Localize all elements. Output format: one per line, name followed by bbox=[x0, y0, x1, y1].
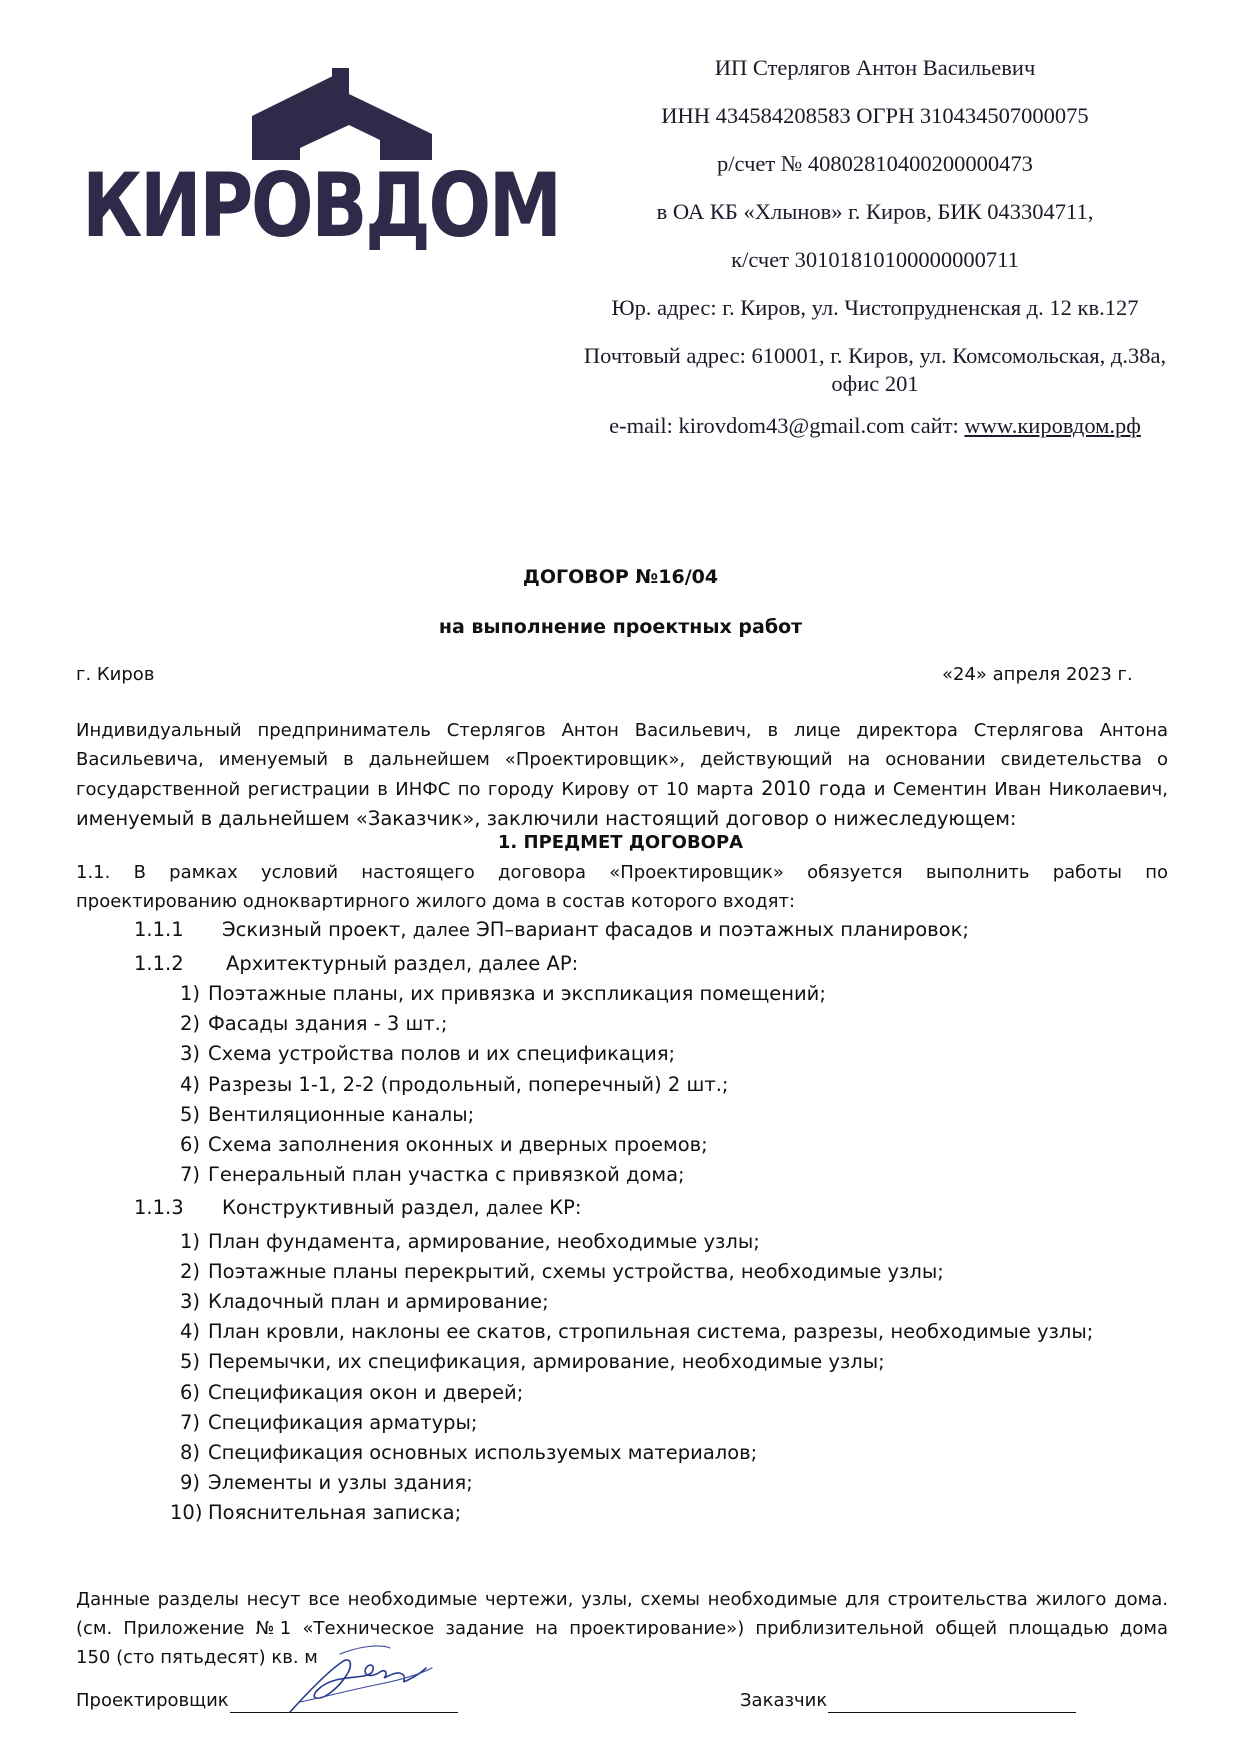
contract-date: «24» апреля 2023 г. bbox=[942, 664, 1133, 685]
company-logo bbox=[82, 68, 560, 268]
ar-item-text: Схема устройства полов и их спецификация; bbox=[208, 1042, 676, 1066]
clause-1-1-line-2: проектированию одноквартирного жилого дома в состав которого входят: bbox=[76, 891, 796, 912]
subclause-1-1-1-text: Эскизный проект, далее ЭП–вариант фасадов и поэтажных планировок; bbox=[222, 918, 969, 941]
kr-item-number: 4) bbox=[180, 1320, 201, 1344]
logo-wordmark: КИРОВДОМ bbox=[82, 154, 560, 257]
inn-ogrn: ИНН 434584208583 ОГРН 310434507000075 bbox=[661, 103, 1089, 128]
ar-item-number: 1) bbox=[180, 982, 201, 1005]
section-1-heading: 1. ПРЕДМЕТ ДОГОВОРА bbox=[497, 832, 744, 853]
kr-item-text: Поэтажные планы перекрытий, схемы устройства, необходимые узлы; bbox=[208, 1260, 944, 1284]
kr-item-number: 9) bbox=[180, 1470, 201, 1494]
preamble-line-4: именуемый в дальнейшем «Заказчик», заключили настоящий договор о нижеследующем: bbox=[76, 807, 1017, 830]
ar-item-number: 7) bbox=[180, 1163, 201, 1187]
house-roof-icon bbox=[252, 68, 432, 160]
bank-name: в ОА КБ «Хлынов» г. Киров, БИК 043304711, bbox=[656, 199, 1094, 224]
customer-signature-line[interactable] bbox=[828, 1712, 1076, 1713]
ar-item-number: 5) bbox=[180, 1102, 201, 1126]
kr-item-text: Спецификация окон и дверей; bbox=[208, 1380, 524, 1404]
email-text: e-mail: kirovdom43@gmail.com сайт: bbox=[609, 413, 965, 438]
postal-address: Почтовый адрес: 610001, г. Киров, ул. Комсомольская, д.38а, офис 201 bbox=[583, 343, 1167, 396]
correspondent-account: к/счет 30101810100000000711 bbox=[731, 247, 1019, 272]
kr-item-text: Перемычки, их спецификация, армирование, необходимые узлы; bbox=[208, 1350, 885, 1374]
kr-item-text: Пояснительная записка; bbox=[208, 1500, 462, 1524]
designer-signature-label: Проектировщик bbox=[76, 1690, 229, 1711]
kr-item-number: 5) bbox=[180, 1350, 201, 1374]
subclause-1-1-2-text: Архитектурный раздел, далее АР: bbox=[226, 952, 579, 975]
contract-subtitle: на выполнение проектных работ bbox=[438, 616, 803, 638]
kr-item-text: Спецификация основных используемых материалов; bbox=[208, 1440, 758, 1464]
subclause-1-1-1-number: 1.1.1 bbox=[134, 918, 184, 941]
kr-item-number: 1) bbox=[180, 1230, 201, 1253]
kr-item-text: Спецификация арматуры; bbox=[208, 1410, 478, 1434]
preamble-line-1: Индивидуальный предприниматель Стерлягов Антон Васильевич, в лице директора Стерлягова Антона bbox=[76, 720, 1168, 741]
kr-item-number: 10) bbox=[170, 1500, 203, 1524]
closing-line-1: Данные разделы несут все необходимые чертежи, узлы, схемы необходимые для строительства жилого дома. bbox=[76, 1589, 1168, 1610]
ar-item-text: Генеральный план участка с привязкой дома; bbox=[208, 1163, 685, 1187]
kr-item-text: План фундамента, армирование, необходимые узлы; bbox=[208, 1230, 760, 1253]
kr-item-text: План кровли, наклоны ее скатов, стропильная система, разрезы, необходимые узлы; bbox=[208, 1320, 1094, 1344]
legal-address: Юр. адрес: г. Киров, ул. Чистопрудненская д. 12 кв.127 bbox=[611, 295, 1139, 320]
contract-title: ДОГОВОР №16/04 bbox=[522, 566, 719, 588]
clause-1-1-line-1: 1.1. В рамках условий настоящего договора «Проектировщик» обязуется выполнить работы по bbox=[76, 862, 1168, 883]
ar-item-number: 2) bbox=[180, 1012, 201, 1036]
ar-item-text: Поэтажные планы, их привязка и экспликация помещений; bbox=[208, 982, 826, 1005]
closing-line-2: (см. Приложение №1 «Техническое задание на проектирование») приблизительной общей площадью дома bbox=[76, 1618, 1168, 1639]
kr-item-number: 8) bbox=[180, 1440, 201, 1464]
closing-paragraph bbox=[76, 1585, 1168, 1672]
kr-item-number: 6) bbox=[180, 1380, 201, 1404]
website-link[interactable]: www.кировдом.рф bbox=[964, 413, 1141, 438]
kr-item-number: 3) bbox=[180, 1290, 201, 1314]
customer-signature-label: Заказчик bbox=[740, 1690, 828, 1711]
preamble-line-3: государственной регистрации в ИНФС по городу Кирову от 10 марта 2010 года и Сементин Иван Николаевич, bbox=[76, 777, 1168, 800]
bank-account: р/счет № 40802810400200000473 bbox=[717, 151, 1033, 176]
ar-item-number: 3) bbox=[180, 1042, 201, 1066]
closing-line-3: 150 (сто пятьдесят) кв. м bbox=[76, 1647, 318, 1668]
ar-item-text: Схема заполнения оконных и дверных проемов; bbox=[208, 1133, 708, 1156]
kr-item-text: Кладочный план и армирование; bbox=[208, 1290, 549, 1314]
contract-place: г. Киров bbox=[76, 664, 155, 685]
subclause-1-1-3-number: 1.1.3 bbox=[134, 1196, 184, 1219]
kr-item-number: 7) bbox=[180, 1410, 201, 1434]
ar-item-number: 6) bbox=[180, 1133, 201, 1156]
preamble bbox=[76, 716, 1168, 833]
ar-item-text: Разрезы 1-1, 2-2 (продольный, поперечный) 2 шт.; bbox=[208, 1072, 729, 1096]
company-name: ИП Стерлягов Антон Васильевич bbox=[714, 55, 1036, 80]
handwritten-signature bbox=[280, 1640, 440, 1720]
subclause-1-1-3-text: Конструктивный раздел, далее КР: bbox=[222, 1196, 582, 1219]
kr-item-number: 2) bbox=[180, 1260, 201, 1284]
ar-item-number: 4) bbox=[180, 1072, 201, 1096]
subclause-1-1-2-number: 1.1.2 bbox=[134, 952, 184, 975]
preamble-line-2: Васильевича, именуемый в дальнейшем «Проектировщик», действующий на основании свидетельства о bbox=[76, 749, 1168, 770]
ar-item-text: Вентиляционные каналы; bbox=[208, 1102, 475, 1126]
clause-1-1 bbox=[76, 858, 1168, 916]
contact-line bbox=[560, 412, 1190, 440]
ar-item-text: Фасады здания - 3 шт.; bbox=[208, 1012, 448, 1036]
kr-item-text: Элементы и узлы здания; bbox=[208, 1470, 473, 1494]
